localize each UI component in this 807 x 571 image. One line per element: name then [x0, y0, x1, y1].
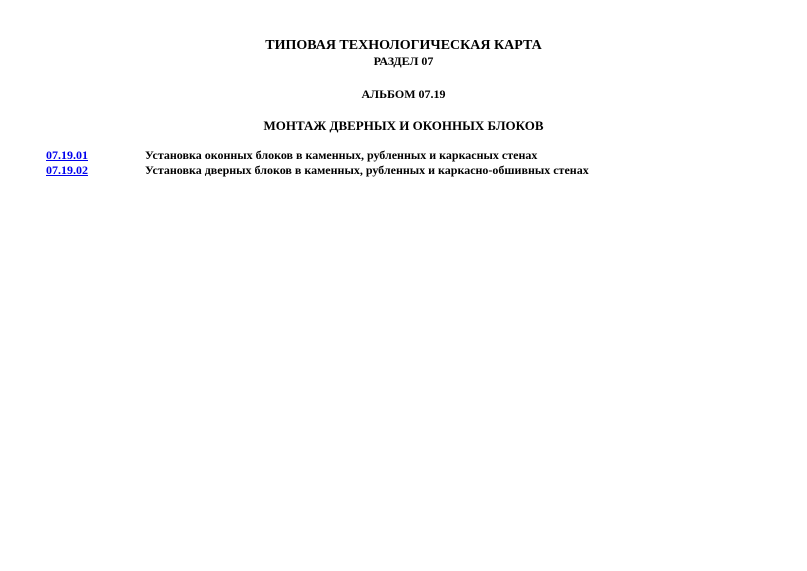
toc-link-07-19-01[interactable]: 07.19.01 [46, 148, 88, 162]
toc-link-07-19-02[interactable]: 07.19.02 [46, 163, 88, 177]
section-label: РАЗДЕЛ 07 [373, 54, 434, 68]
toc-title-07-19-02: Установка дверных блоков в каменных, рубленных и каркасно-обшивных стенах [145, 163, 589, 177]
toc-title-07-19-01: Установка оконных блоков в каменных, рубленных и каркасных стенах [145, 148, 538, 162]
toc-row-07-19-01 [46, 148, 786, 163]
table-of-contents [46, 148, 786, 178]
document-title: ТИПОВАЯ ТЕХНОЛОГИЧЕСКАЯ КАРТА [265, 38, 542, 53]
album-name: МОНТАЖ ДВЕРНЫХ И ОКОННЫХ БЛОКОВ [263, 118, 544, 133]
album-label: АЛЬБОМ 07.19 [361, 87, 446, 101]
toc-row-07-19-02 [46, 163, 786, 178]
